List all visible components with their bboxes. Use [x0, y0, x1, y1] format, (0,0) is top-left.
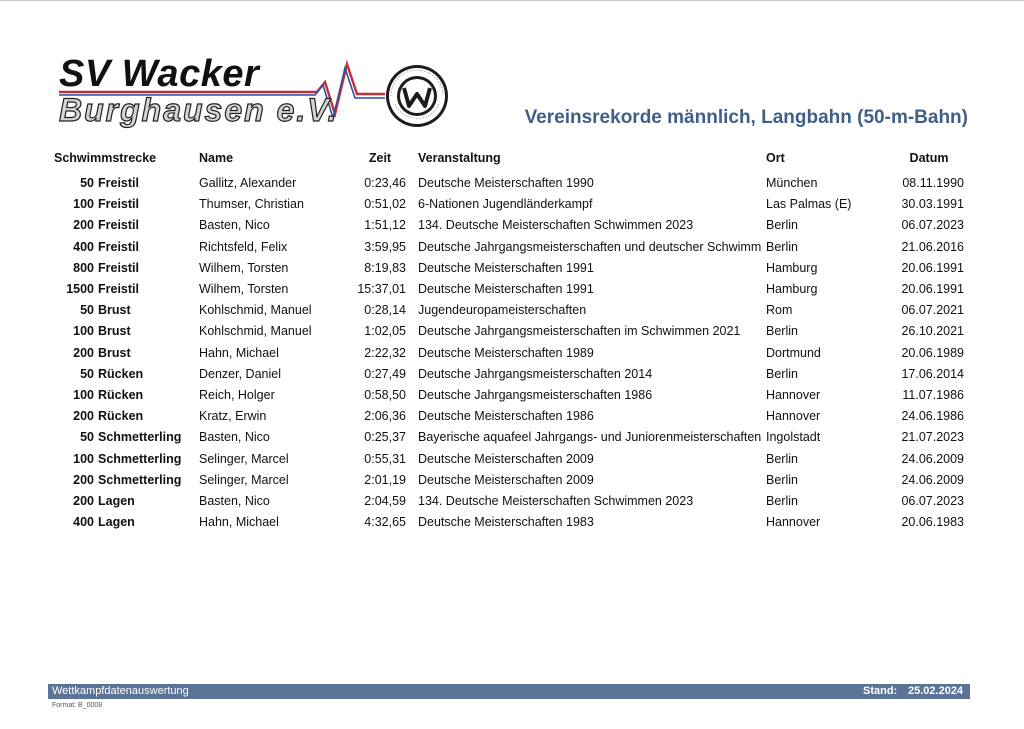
cell-zeit: 0:55,31	[364, 451, 406, 466]
cell-datum: 11.07.1986	[902, 388, 964, 402]
strecke-distance: 50	[80, 430, 94, 445]
col-header-zeit: Zeit	[368, 151, 392, 165]
cell-strecke	[54, 512, 189, 533]
strecke-discipline: Brust	[98, 324, 131, 339]
cell-veranstaltung: Deutsche Meisterschaften 2009	[418, 451, 594, 466]
cell-ort: Berlin	[766, 472, 798, 487]
cell-ort: Berlin	[766, 494, 798, 508]
strecke-discipline: Schmetterling	[98, 472, 182, 487]
strecke-discipline: Freistil	[98, 282, 139, 296]
cell-name: Thumser, Christian	[199, 197, 304, 212]
cell-veranstaltung: Jugendeuropameisterschaften	[418, 303, 587, 318]
strecke-distance: 800	[73, 260, 94, 275]
cell-veranstaltung: Deutsche Meisterschaften 2009	[418, 472, 594, 487]
footer-stand-date: 25.02.2024	[908, 685, 964, 697]
cell-zeit: 1:02,05	[364, 324, 406, 339]
strecke-discipline: Brust	[98, 345, 131, 360]
cell-name: Hahn, Michael	[199, 515, 279, 530]
cell-ort: Berlin	[766, 366, 798, 381]
cell-veranstaltung: Deutsche Jahrgangsmeisterschaften 1986	[418, 388, 653, 402]
strecke-distance: 400	[73, 239, 94, 254]
cell-datum: 24.06.2009	[901, 472, 964, 487]
cell-datum: 21.07.2023	[901, 430, 964, 445]
logo-text-club: SV Wacker	[59, 53, 260, 95]
cell-ort: Dortmund	[766, 345, 821, 360]
cell-strecke	[54, 449, 189, 470]
cell-veranstaltung: Deutsche Meisterschaften 1991	[418, 260, 594, 275]
cell-name: Selinger, Marcel	[199, 451, 289, 466]
cell-ort: Las Palmas (E)	[766, 197, 852, 212]
col-header-strecke: Schwimmstrecke	[54, 151, 157, 165]
cell-name: Kohlschmid, Manuel	[199, 303, 312, 318]
cell-strecke	[54, 300, 189, 321]
cell-datum: 24.06.1986	[901, 409, 964, 424]
strecke-discipline: Lagen	[98, 515, 135, 530]
col-header-ort: Ort	[766, 151, 785, 165]
cell-ort: Hannover	[766, 515, 821, 530]
cell-name: Denzer, Daniel	[199, 366, 281, 381]
cell-datum: 06.07.2023	[901, 218, 964, 233]
cell-strecke	[54, 321, 189, 342]
cell-name: Wilhem, Torsten	[199, 282, 289, 296]
strecke-distance: 200	[73, 472, 94, 487]
cell-name: Basten, Nico	[199, 494, 270, 508]
cell-zeit: 8:19,83	[364, 260, 406, 275]
cell-strecke	[54, 237, 189, 258]
cell-strecke	[54, 279, 189, 300]
cell-veranstaltung: Deutsche Meisterschaften 1986	[418, 409, 594, 424]
cell-name: Hahn, Michael	[199, 345, 279, 360]
strecke-discipline: Freistil	[98, 239, 139, 254]
strecke-distance: 100	[73, 324, 94, 339]
col-header-veranstaltung: Veranstaltung	[418, 151, 501, 165]
cell-datum: 24.06.2009	[901, 451, 964, 466]
cell-datum: 20.06.1991	[901, 260, 964, 275]
strecke-distance: 50	[80, 303, 94, 318]
cell-name: Wilhem, Torsten	[199, 260, 289, 275]
cell-name: Kohlschmid, Manuel	[199, 324, 312, 339]
cell-zeit: 0:58,50	[364, 388, 406, 402]
page-title: Vereinsrekorde männlich, Langbahn (50-m-Bahn)	[524, 107, 968, 128]
club-logo	[55, 52, 465, 142]
cell-name: Richtsfeld, Felix	[199, 239, 288, 254]
cell-zeit: 0:25,37	[364, 430, 406, 445]
cell-ort: Hannover	[766, 409, 821, 424]
cell-datum: 20.06.1991	[901, 282, 964, 296]
cell-zeit: 2:22,32	[364, 345, 406, 360]
cell-datum: 20.06.1989	[901, 345, 964, 360]
strecke-discipline: Rücken	[98, 366, 144, 381]
strecke-distance: 1500	[66, 282, 94, 296]
cell-zeit: 0:51,02	[364, 197, 406, 212]
cell-name: Basten, Nico	[199, 218, 270, 233]
strecke-distance: 100	[73, 197, 94, 212]
cell-datum: 20.06.1983	[901, 515, 964, 530]
cell-zeit: 0:27,49	[364, 366, 406, 381]
cell-name: Basten, Nico	[199, 430, 270, 445]
club-emblem-icon	[386, 65, 448, 127]
cell-datum: 06.07.2021	[901, 303, 964, 318]
cell-zeit: 3:59,95	[364, 239, 406, 254]
cell-strecke	[54, 470, 189, 491]
cell-zeit: 2:06,36	[364, 409, 406, 424]
cell-datum: 17.06.2014	[901, 366, 964, 381]
cell-zeit: 1:51,12	[364, 218, 406, 233]
cell-veranstaltung: 134. Deutsche Meisterschaften Schwimmen 2023	[418, 218, 694, 233]
cell-veranstaltung: Deutsche Meisterschaften 1990	[418, 176, 594, 190]
cell-ort: München	[766, 176, 818, 190]
col-header-name: Name	[199, 151, 234, 165]
cell-strecke	[54, 343, 189, 364]
strecke-distance: 100	[73, 388, 94, 402]
strecke-discipline: Brust	[98, 303, 131, 318]
strecke-discipline: Freistil	[98, 197, 139, 212]
cell-zeit: 15:37,01	[357, 282, 406, 296]
cell-zeit: 0:23,46	[364, 176, 406, 190]
strecke-distance: 100	[73, 451, 94, 466]
strecke-discipline: Schmetterling	[98, 430, 182, 445]
cell-datum: 26.10.2021	[901, 324, 964, 339]
footer-format-code: Format: B_0008	[52, 702, 103, 709]
cell-strecke	[54, 173, 189, 194]
cell-zeit: 0:28,14	[364, 303, 406, 318]
cell-zeit: 2:04,59	[364, 494, 406, 508]
cell-strecke	[54, 427, 189, 448]
cell-name: Selinger, Marcel	[199, 472, 289, 487]
cell-veranstaltung: Deutsche Jahrgangsmeisterschaften 2014	[418, 366, 653, 381]
cell-veranstaltung: Deutsche Meisterschaften 1991	[418, 282, 594, 296]
cell-strecke	[54, 491, 189, 512]
col-header-datum: Datum	[909, 151, 949, 165]
strecke-distance: 200	[73, 345, 94, 360]
cell-zeit: 2:01,19	[364, 472, 406, 487]
strecke-discipline: Freistil	[98, 176, 139, 190]
cell-ort: Berlin	[766, 239, 798, 254]
cell-datum: 30.03.1991	[901, 197, 964, 212]
cell-veranstaltung: Deutsche Jahrgangsmeisterschaften und deutscher Schwimm	[418, 239, 762, 254]
strecke-distance: 50	[80, 176, 94, 190]
logo-text-city: Burghausen e.V.	[59, 92, 339, 128]
cell-name: Gallitz, Alexander	[199, 176, 297, 190]
strecke-discipline: Rücken	[98, 388, 144, 402]
cell-datum: 08.11.1990	[902, 176, 964, 190]
footer-stand-label: Stand:	[863, 685, 898, 697]
cell-ort: Hannover	[766, 388, 821, 402]
strecke-discipline: Schmetterling	[98, 451, 182, 466]
cell-strecke	[54, 364, 189, 385]
strecke-discipline: Freistil	[98, 260, 139, 275]
cell-ort: Hamburg	[766, 260, 818, 275]
cell-veranstaltung: Deutsche Meisterschaften 1989	[418, 345, 594, 360]
cell-veranstaltung: Bayerische aquafeel Jahrgangs- und Juniorenmeisterschaften	[418, 430, 762, 445]
strecke-distance: 200	[73, 409, 94, 424]
cell-ort: Berlin	[766, 451, 798, 466]
cell-name: Kratz, Erwin	[199, 409, 267, 424]
cell-ort: Berlin	[766, 324, 798, 339]
cell-strecke	[54, 194, 189, 215]
cell-ort: Berlin	[766, 218, 798, 233]
cell-ort: Hamburg	[766, 282, 818, 296]
strecke-distance: 400	[73, 515, 94, 530]
strecke-distance: 200	[73, 218, 94, 233]
strecke-discipline: Rücken	[98, 409, 144, 424]
cell-datum: 06.07.2023	[901, 494, 964, 508]
cell-name: Reich, Holger	[199, 388, 275, 402]
cell-veranstaltung: 6-Nationen Jugendländerkampf	[418, 197, 593, 212]
strecke-discipline: Freistil	[98, 218, 139, 233]
cell-zeit: 4:32,65	[364, 515, 406, 530]
cell-veranstaltung: Deutsche Meisterschaften 1983	[418, 515, 594, 530]
cell-strecke	[54, 215, 189, 236]
strecke-distance: 50	[80, 366, 94, 381]
page-top-border	[0, 0, 1024, 1]
cell-strecke	[54, 258, 189, 279]
cell-strecke	[54, 406, 189, 427]
cell-datum: 21.06.2016	[901, 239, 964, 254]
cell-veranstaltung: Deutsche Jahrgangsmeisterschaften im Schwimmen 2021	[418, 324, 741, 339]
footer-bar	[48, 684, 970, 699]
strecke-distance: 200	[73, 494, 94, 508]
cell-ort: Ingolstadt	[766, 430, 821, 445]
footer-label: Wettkampfdatenauswertung	[52, 685, 189, 697]
cell-strecke	[54, 385, 189, 406]
strecke-discipline: Lagen	[98, 494, 135, 508]
cell-ort: Rom	[766, 303, 793, 318]
cell-veranstaltung: 134. Deutsche Meisterschaften Schwimmen 2023	[418, 494, 694, 508]
